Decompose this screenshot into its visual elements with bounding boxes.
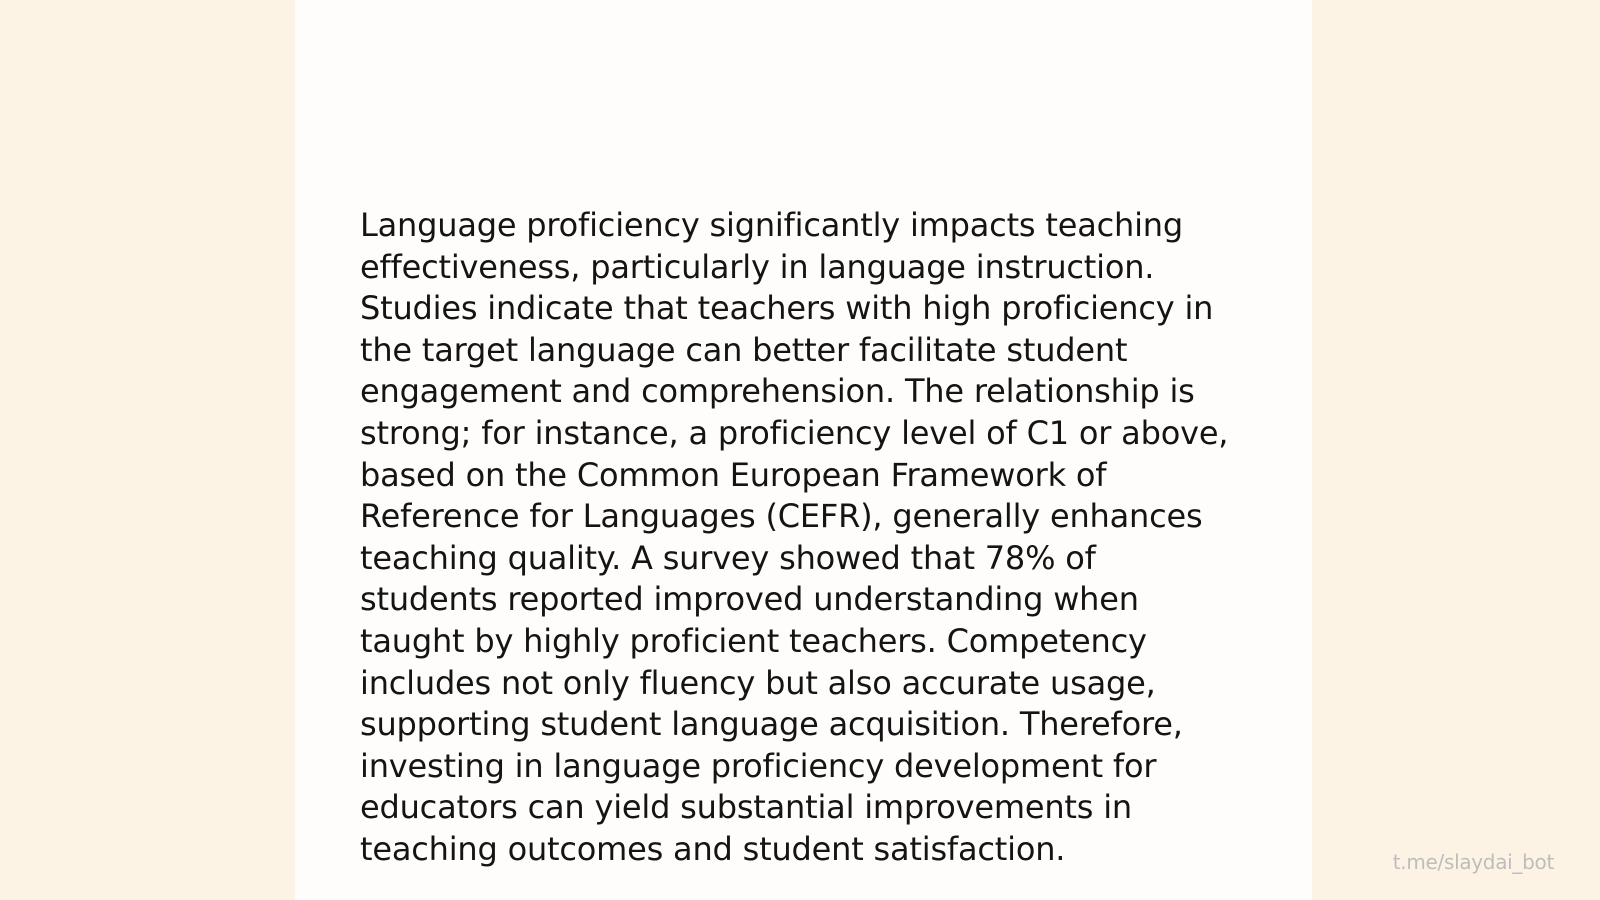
paragraph-line: the target language can better facilitate student [360,330,1128,369]
paragraph-line: supporting student language acquisition. Therefore, [360,705,1183,744]
paragraph-line: teaching outcomes and student satisfaction. [360,829,1066,868]
paragraph-line: taught by highly proficient teachers. Competency [360,621,1147,660]
paragraph-line: effectiveness, particularly in language instruction. [360,247,1155,286]
right-margin-band [1312,0,1600,900]
paragraph-line: includes not only fluency but also accurate usage, [360,663,1156,702]
paragraph-line: Language proficiency significantly impacts teaching [360,206,1183,244]
paragraph-line: teaching quality. A survey showed that 78% of [360,538,1096,577]
left-margin-band [0,0,295,900]
watermark-text: t.me/slaydai_bot [1392,850,1554,874]
paragraph-line: students reported improved understanding when [360,580,1139,619]
paragraph-line: engagement and comprehension. The relationship is [360,372,1195,411]
paragraph-line: Reference for Languages (CEFR), generally enhances [360,497,1203,536]
paragraph-line: investing in language proficiency development for [360,746,1157,785]
paragraph-line: Studies indicate that teachers with high proficiency in [360,289,1214,328]
paragraph-line: based on the Common European Framework of [360,455,1107,494]
paragraph-line: strong; for instance, a proficiency level of C1 or above, [360,413,1229,452]
paragraph-line: educators can yield substantial improvements in [360,788,1132,827]
body-paragraph [360,205,1250,871]
